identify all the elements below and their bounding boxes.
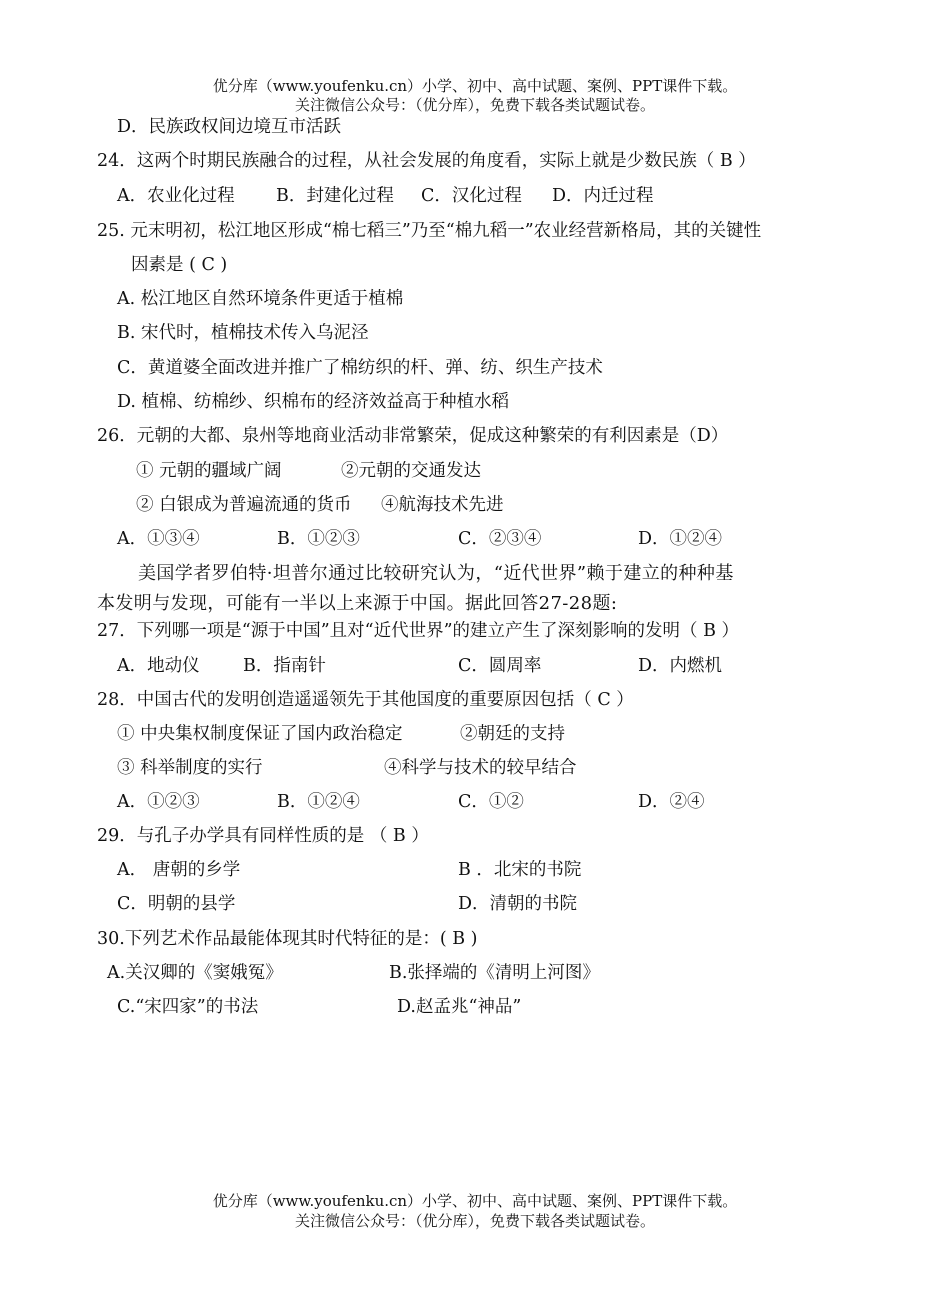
q25-stem-line-2: 因素是 ( C ) [131,255,228,275]
passage-line-1: 美国学者罗伯特·坦普尔通过比较研究认为，“近代世界”赖于建立的种种基 [138,563,734,584]
q29-option-a: A． 唐朝的乡学 [117,860,241,880]
q26-item-1: ① 元朝的疆域广阔 [136,461,282,481]
q28-item-3: ③ 科举制度的实行 [117,758,263,778]
q25-option-b: B. 宋代时，植棉技术传入乌泥泾 [117,323,369,343]
q26-option-a: A．①③④ [117,529,200,549]
q25-option-a: A. 松江地区自然环境条件更适于植棉 [117,289,404,309]
passage-line-2: 本发明与发现，可能有一半以上来源于中国。据此回答27-28题: [97,593,618,614]
q27-option-c: C．圆周率 [458,656,542,676]
q28-option-a: A．①②③ [117,792,200,812]
q26-item-4: ④航海技术先进 [381,495,504,515]
q24-stem: 24．这两个时期民族融合的过程，从社会发展的角度看，实际上就是少数民族（ B ） [97,151,756,171]
q29-option-b: B ．北宋的书院 [458,860,582,880]
q26-option-d: D．①②④ [638,529,723,549]
page-footer-line-2: 关注微信公众号：（优分库），免费下载各类试题试卷。 [294,1212,655,1230]
q27-option-b: B．指南针 [243,656,326,676]
q28-item-1: ① 中央集权制度保证了国内政治稳定 [117,724,403,744]
q26-item-2: ②元朝的交通发达 [341,461,481,481]
page-header-line-2: 关注微信公众号：（优分库），免费下载各类试题试卷。 [294,96,655,114]
q24-option-c: C．汉化过程 [421,186,522,206]
q24-option-a: A．农业化过程 [117,186,235,206]
q27-stem: 27．下列哪一项是“源于中国”且对“近代世界”的建立产生了深刻影响的发明（ B ） [97,621,740,641]
q26-item-3: ② 白银成为普遍流通的货币 [136,495,352,515]
q28-item-2: ②朝廷的支持 [460,724,565,744]
q25-option-c: C．黄道婆全面改进并推广了棉纺织的杆、弹、纺、织生产技术 [117,358,603,378]
q27-option-a: A．地动仪 [117,656,200,676]
page-header-line-1: 优分库（www.youfenku.cn）小学、初中、高中试题、案例、PPT课件下载。 [212,77,738,95]
q29-option-c: C．明朝的县学 [117,894,236,914]
q26-option-c: C．②③④ [458,529,542,549]
q23-option-d: D．民族政权间边境互市活跃 [117,117,342,137]
q30-option-c: C.“宋四家”的书法 [117,997,259,1017]
q28-option-c: C．①② [458,792,524,812]
q24-option-b: B．封建化过程 [276,186,394,206]
q30-option-d: D.赵孟兆“神品” [397,997,522,1017]
q28-option-b: B．①②④ [277,792,360,812]
q25-option-d: D. 植棉、纺棉纱、织棉布的经济效益高于种植水稻 [117,392,510,412]
q30-option-a: A.关汉卿的《窦娥冤》 [107,963,283,983]
q27-option-d: D．内燃机 [638,656,723,676]
q29-option-d: D．清朝的书院 [458,894,578,914]
q26-stem: 26．元朝的大都、泉州等地商业活动非常繁荣，促成这种繁荣的有利因素是（D） [97,426,729,446]
q28-item-4: ④科学与技术的较早结合 [384,758,577,778]
q25-stem-line-1: 25. 元末明初，松江地区形成“棉七稻三”乃至“棉九稻一”农业经营新格局，其的关键性 [97,221,762,241]
q30-stem: 30.下列艺术作品最能体现其时代特征的是：( B ) [97,929,478,949]
q26-option-b: B．①②③ [277,529,360,549]
q28-option-d: D．②④ [638,792,705,812]
q30-option-b: B.张择端的《清明上河图》 [389,963,600,983]
page-footer-line-1: 优分库（www.youfenku.cn）小学、初中、高中试题、案例、PPT课件下载。 [212,1192,738,1210]
q28-stem: 28．中国古代的发明创造遥遥领先于其他国度的重要原因包括（ C ） [97,690,634,710]
q24-option-d: D．内迁过程 [552,186,654,206]
q29-stem: 29．与孔子办学具有同样性质的是 （ B ） [97,826,429,846]
